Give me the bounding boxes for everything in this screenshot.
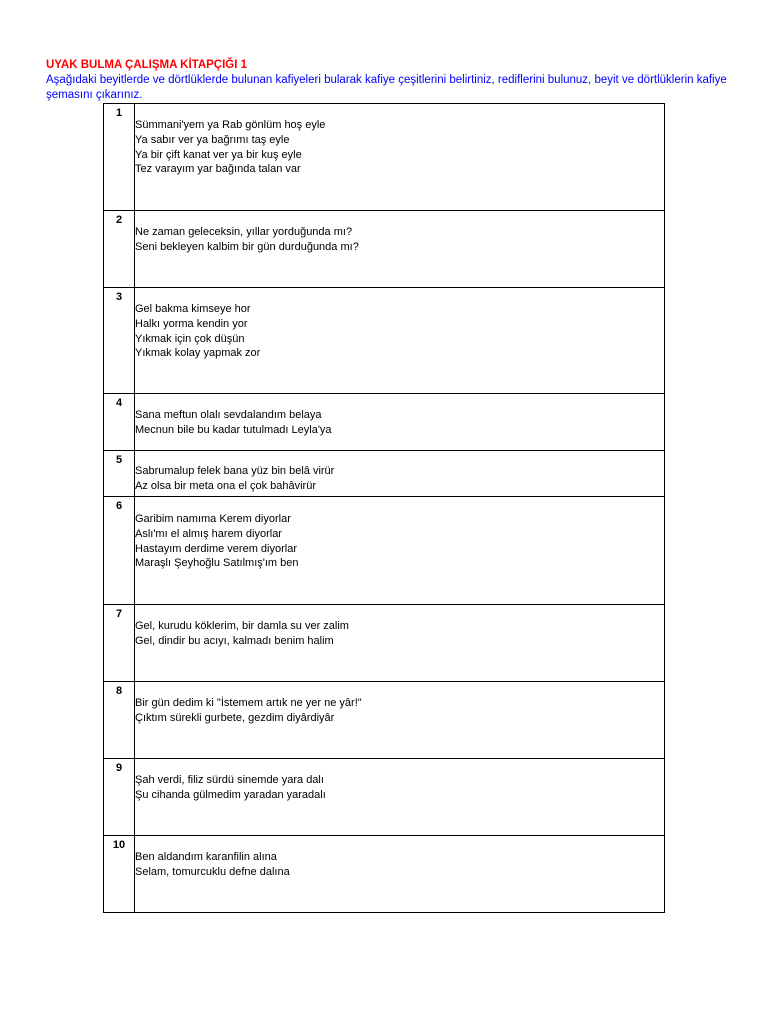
poem-row [104,104,665,211]
row-number-cell [104,682,135,759]
row-number: 7 [115,608,123,620]
row-number-cell [104,288,135,394]
poem-cell [135,759,665,836]
poem-line: Sana meftun olalı sevdalandım belaya [135,409,322,421]
poem-line: Selam, tomurcuklu defne dalına [135,865,290,878]
poem-line: Gel, kurudu köklerim, bir damla su ver zalim [135,620,349,632]
poem-row [104,605,665,682]
poem-cell [135,288,665,394]
poem-cell [135,211,665,288]
row-number-cell [104,394,135,451]
row-number: 9 [115,762,123,774]
poem-cell [135,605,665,682]
poem-lines [135,211,664,255]
row-number: 4 [115,397,123,409]
row-number-cell [104,451,135,497]
poem-line: Bir gün dedim ki "İstemem artık ne yer ne yâr!" [135,697,362,709]
poem-cell [135,451,665,497]
poem-line: Aslı'mı el almış harem diyorlar [135,527,282,540]
poem-lines [135,451,664,494]
poem-table [103,103,665,913]
row-number: 5 [115,454,123,466]
poem-line: Gel bakma kimseye hor [135,303,251,315]
row-number: 10 [112,839,126,851]
poem-cell [135,394,665,451]
poem-row [104,394,665,451]
poem-lines [135,288,664,361]
poem-row [104,759,665,836]
poem-row [104,836,665,913]
poem-line: Garibim namıma Kerem diyorlar [135,513,291,525]
poem-lines [135,682,664,726]
row-number: 6 [115,500,123,512]
worksheet-title: UYAK BULMA ÇALIŞMA KİTAPÇIĞI 1 [46,59,248,71]
row-number-cell [104,759,135,836]
worksheet-header [46,58,736,103]
poem-line: Şah verdi, filiz sürdü sinemde yara dalı [135,774,324,786]
poem-lines [135,394,664,438]
poem-line: Seni bekleyen kalbim bir gün durduğunda mı? [135,240,359,253]
row-number-cell [104,605,135,682]
poem-line: Tez varayım yar bağında talan var [135,163,301,176]
poem-lines [135,104,664,177]
poem-line: Sabrumalup felek bana yüz bin belâ virür [135,465,335,477]
row-number: 2 [115,214,123,226]
poem-lines [135,605,664,649]
poem-row [104,497,665,605]
row-number-cell [104,836,135,913]
poem-line: Az olsa bir meta ona el çok bahâvirür [135,479,316,492]
row-number-cell [104,104,135,211]
poem-lines [135,836,664,880]
poem-line: Hastayım derdime verem diyorlar [135,542,297,555]
poem-line: Yıkmak kolay yapmak zor [135,347,261,360]
row-number-cell [104,497,135,605]
poem-line: Gel, dindir bu acıyı, kalmadı benim halim [135,634,334,647]
poem-row [104,211,665,288]
poem-cell [135,497,665,605]
poem-lines [135,759,664,803]
poem-table-body [104,104,665,913]
poem-line: Ya sabır ver ya bağrımı taş eyle [135,133,290,146]
poem-line: Halkı yorma kendin yor [135,317,248,330]
poem-line: Şu cihanda gülmedim yaradan yaradalı [135,788,326,801]
row-number: 8 [115,685,123,697]
row-number: 1 [115,107,123,119]
poem-row [104,682,665,759]
poem-lines [135,497,664,571]
poem-line: Ben aldandım karanfilin alına [135,851,277,863]
poem-line: Ya bir çift kanat ver ya bir kuş eyle [135,148,302,161]
poem-line: Sümmani'yem ya Rab gönlüm hoş eyle [135,119,326,131]
worksheet-instructions: Aşağıdaki beyitlerde ve dörtlüklerde bulunan kafiyeleri bularak kafiye çeşitlerini belirtiniz, rediflerini bulunuz, beyit ve dörtlüklerin kafiye şemasını çıkarınız. [46,74,727,101]
poem-cell [135,682,665,759]
poem-cell [135,104,665,211]
poem-cell [135,836,665,913]
poem-row [104,451,665,497]
poem-line: Maraşlı Şeyhoğlu Satılmış'ım ben [135,557,299,570]
poem-line: Yıkmak için çok düşün [135,332,245,345]
poem-row [104,288,665,394]
row-number: 3 [115,291,123,303]
poem-line: Çıktım sürekli gurbete, gezdim diyârdiyâr [135,711,335,724]
poem-line: Mecnun bile bu kadar tutulmadı Leyla'ya [135,423,332,436]
poem-line: Ne zaman geleceksin, yıllar yorduğunda mı? [135,226,353,238]
row-number-cell [104,211,135,288]
